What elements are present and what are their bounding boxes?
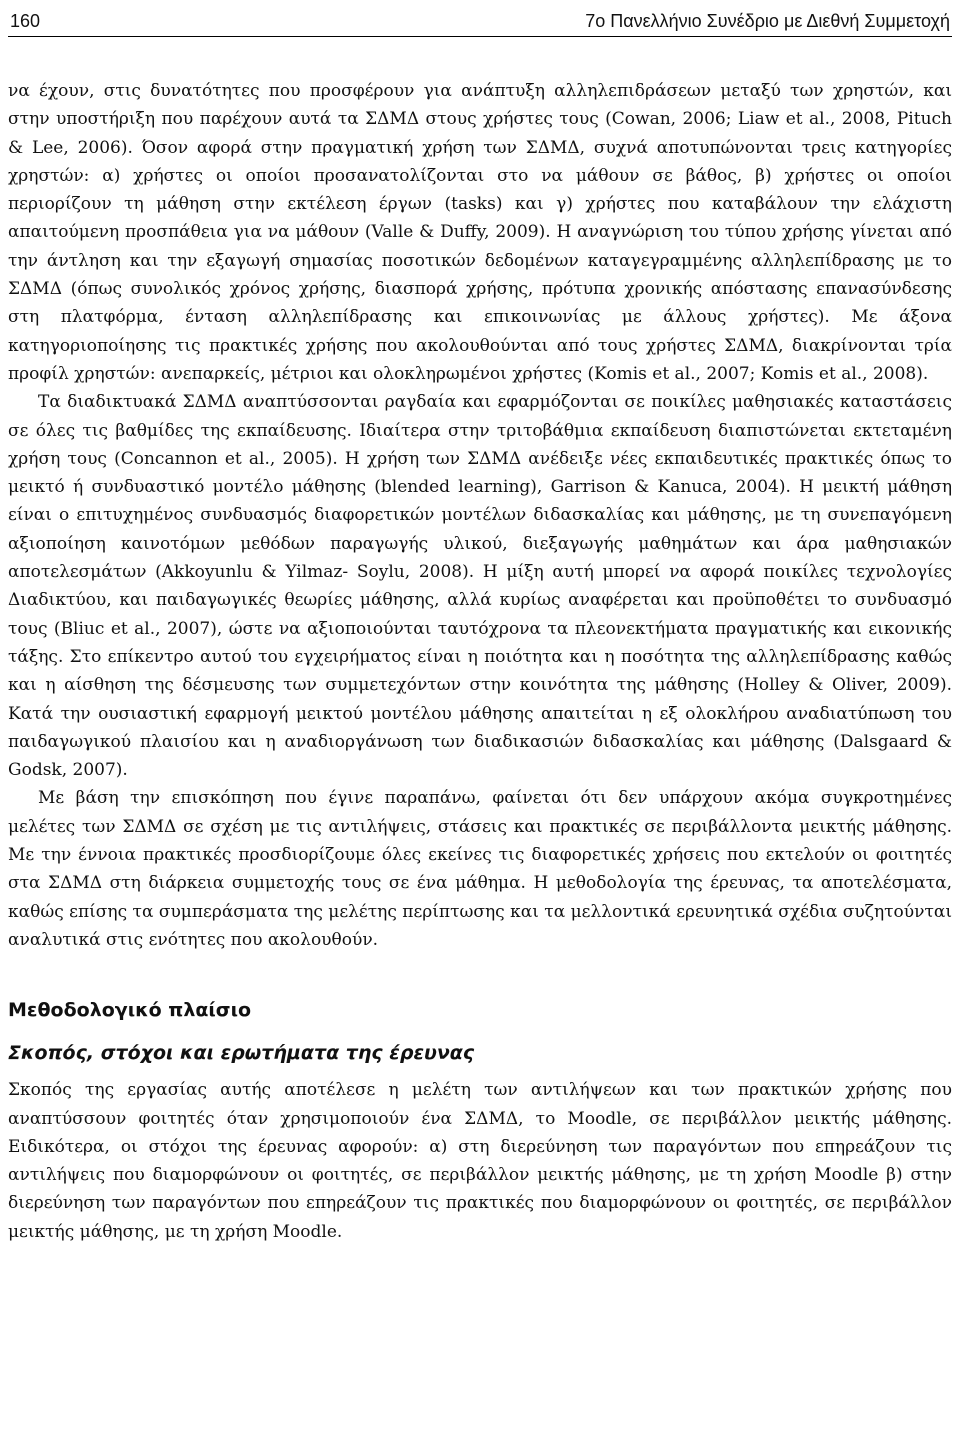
- conference-title: 7ο Πανελλήνιο Συνέδριο με Διεθνή Συμμετοχή: [585, 11, 950, 31]
- paragraph-4: Σκοπός της εργασίας αυτής αποτέλεσε η μελέτη των αντιλήψεων και των πρακτικών χρήσης που αναπτύσσουν φοιτητές όταν χρησιμοποιούν ένα ΣΔΜΔ, το Moodle, σε περιβάλλον μεικτής μάθησης. Ειδικότερα, οι στόχοι της έρευνας αφορούν: α) στη διερεύνηση των παραγόντων που επηρεάζουν τις αντιλήψεις που διαμορφώνουν οι φοιτητές, σε περιβάλλον μεικτής μάθησης, με τη χρήση Moodle β) στην διερεύνηση των παραγόντων που επηρεάζουν τις πρακτικές που διαμορφώνουν οι φοιτητές, σε περιβάλλον μεικτής μάθησης, με τη χρήση Moodle.: [8, 1080, 952, 1242]
- running-header: [8, 2, 952, 37]
- subsection-heading: Σκοπός, στόχοι και ερωτήματα της έρευνας: [8, 1042, 475, 1065]
- paragraph-2: Τα διαδικτυακά ΣΔΜΔ αναπτύσσονται ραγδαία και εφαρμόζονται σε ποικίλες μαθησιακές καταστάσεις σε όλες τις βαθμίδες της εκπαίδευσης. Ιδιαίτερα στην τριτοβάθμια εκπαίδευση διαπιστώνεται εκτεταμένη χρήση τους (Concannon et al., 2005). Η χρήση των ΣΔΜΔ ανέδειξε νέες εκπαιδευτικές πρακτικές όπως το μεικτό ή συνδυαστικό μοντέλο μάθησης (blended learning), Garrison & Kanuca, 2004). Η μεικτή μάθηση είναι ο επιτυχημένος συνδυασμός διαφορετικών μοντέλων διδασκαλίας και μάθησης, με τη συνεπαγόμενη αξιοποίηση καινοτόμων μεθόδων παραγωγής υλικού, διεξαγωγής μαθημάτων και άρα μαθησιακών αποτελεσμάτων (Akkoyunlu & Yilmaz- Soylu, 2008). Η μίξη αυτή μπορεί να αφορά ποικίλες τεχνολογίες Διαδικτύου, και παιδαγωγικές θεωρίες μάθησης, αλλά κυρίως αναφέρεται και προϋποθέτει το συνδυασμό τους (Bliuc et al., 2007), ώστε να αξιοποιούνται ταυτόχρονα τα πλεονεκτήματα πραγματικής και εικονικής τάξης. Στο επίκεντρο αυτού του εγχειρήματος είναι η ποιότητα και η ποσότητα της αλληλεπίδρασης καθώς και η αίσθηση της δέσμευσης των συμμετεχόντων στην κοινότητα της μάθησης (Holley & Oliver, 2009). Κατά την ουσιαστική εφαρμογή μεικτού μοντέλου μάθησης απαιτείται η εξ ολοκλήρου αναδιατύπωση του παιδαγωγικού πλαισίου και η αναδιοργάνωση των διαδικασιών διδασκαλίας και μάθησης (Dalsgaard & Godsk, 2007).: [8, 392, 952, 781]
- page-number: 160: [10, 11, 41, 31]
- section-heading: Μεθοδολογικό πλαίσιο: [8, 999, 252, 1022]
- paragraph-1: να έχουν, στις δυνατότητες που προσφέρουν για ανάπτυξη αλληλεπιδράσεων μεταξύ των χρηστών, και στην υποστήριξη που παρέχουν αυτά τα ΣΔΜΔ στους χρήστες τους (Cowan, 2006; Liaw et al., 2008, Pituch & Lee, 2006). Όσον αφορά στην πραγματική χρήση των ΣΔΜΔ, συχνά αποτυπώνονται τρεις κατηγορίες χρηστών: α) χρήστες οι οποίοι προσανατολίζονται στο να μάθουν σε βάθος, β) χρήστες οι οποίοι περιορίζουν τη μάθηση στην εκτέλεση έργων (tasks) και γ) χρήστες που καταβάλουν την ελάχιστη απαιτούμενη προσπάθεια για να μάθουν (Valle & Duffy, 2009). Η αναγνώριση του τύπου χρήσης γίνεται από την άντληση και την εξαγωγή σημασίας ποσοτικών δεδομένων καταγεγραμμένης αλληλεπίδρασης με το ΣΔΜΔ (όπως συνολικός χρόνος χρήσης, διασπορά χρήσης, πρότυπα χρονικής απόστασης επανασύνδεσης στη πλατφόρμα, ένταση αλληλεπίδρασης και επικοινωνίας με άλλους χρήστες). Με άξονα κατηγοριοποίησης τις πρακτικές χρήσης που ακολουθούνται από τους χρήστες ΣΔΜΔ, διακρίνονται τρία προφίλ χρηστών: ανεπαρκείς, μέτριοι και ολοκληρωμένοι χρήστες (Komis et al., 2007; Komis et al., 2008).: [8, 81, 952, 384]
- body-text: [8, 77, 952, 1246]
- paragraph-3: Με βάση την επισκόπηση που έγινε παραπάνω, φαίνεται ότι δεν υπάρχουν ακόμα συγκροτημένες μελέτες των ΣΔΜΔ σε σχέση με τις αντιλήψεις, στάσεις και πρακτικές σε περιβάλλοντα μεικτής μάθησης. Με την έννοια πρακτικές προσδιορίζουμε όλες εκείνες τις διαφορετικές χρήσεις που εκτελούν οι φοιτητές στα ΣΔΜΔ στη διάρκεια συμμετοχής τους σε ένα μάθημα. Η μεθοδολογία της έρευνας, τα αποτελέσματα, καθώς επίσης τα συμπεράσματα της μελέτης περίπτωσης και τα μελλοντικά ερευνητικά σχέδια συζητούνται αναλυτικά στις ενότητες που ακολουθούν.: [8, 788, 952, 950]
